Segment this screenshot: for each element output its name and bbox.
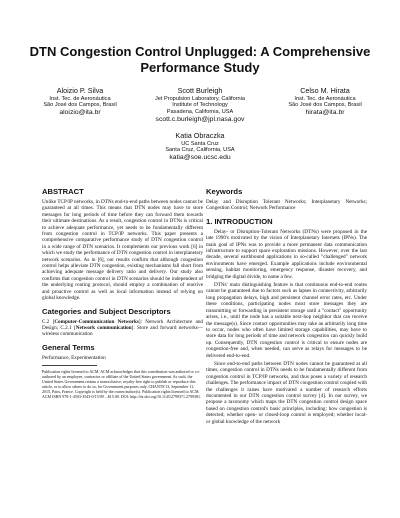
- author-name: Celso M. Hirata: [300, 86, 350, 95]
- author-location: Santa Cruz, California, USA: [165, 147, 235, 154]
- author-affiliation: Inst. Tec. de Aeronáutica: [294, 95, 356, 102]
- author-4: [150, 132, 250, 162]
- author-affiliation: Inst. Tec. de Aeronáutica: [49, 95, 111, 102]
- author-1: [30, 87, 130, 117]
- author-affiliation: Jet Propulsion Laboratory, California Institute of Technology: [154, 95, 246, 109]
- right-column: [206, 187, 367, 427]
- intro-paragraph-1: Delay- or Disruption-Tolerant Networks (DTNs) were proposed in the late 1990's motivated by the vision of Interplanetary Internets (IPNs). The main goal of IPNs was to provide a more permanent data communication infrastructure to support space exploration missions. However, over the last decade, several earthbound applications in so-called "challenged" network environments have emerged. Example applications include environmental sensing, habitat monitoring, emergency response, disaster recovery, and bridging the digital divide, to name a few.: [206, 228, 367, 280]
- author-email: aloizio@ita.br: [59, 108, 101, 116]
- general-terms-text: Performance, Experimentation: [42, 354, 106, 361]
- footnote-divider: [42, 365, 97, 366]
- intro-paragraph-3: Since end-to-end paths between DTN nodes cannot be guaranteed at all times, congestion control in DTNs needs to be fundamentally different from congestion control in TCP/IP networks, and thus poses a variety of research challenges. The performance impact of DTN congestion control coupled with the challenges it raises have motivated a number of research efforts documented in our DTN congestion control survey [4]. In our survey, we propose a taxonomy which maps the DTN congestion control design space based on congestion control's basic principles, including: how congestion is detected; whether open- or closed-loop control is employed; whether local- or global knowledge of the network: [206, 360, 367, 425]
- author-location: São José dos Campos, Brasil: [43, 102, 117, 109]
- categories-heading: Categories and Subject Descriptors: [42, 306, 171, 316]
- footnote-text: Publication rights licensed to ACM. ACM acknowledges that this contribution was authored or co-authored by an employee, contractor or affiliate of the United States government. As such, the United States Government retains a nonexclusive, royalty-free right to publish or reproduce this article, or to allow others to do so, for Government purposes only. CHANTS'13, September 11, 2015, Paris, France. Copyright is held by the owner/author(s). Publication rights licensed to ACM. ACM ISBN 978-1-4503-3543-0/15/09 ...$15.00. DOI: http://dx.doi.org/10.1145/2799371.2799381.: [42, 369, 201, 400]
- author-email: hirata@ita.br: [305, 108, 345, 116]
- abstract-heading: ABSTRACT: [42, 187, 84, 196]
- keywords-heading: Keywords: [206, 187, 243, 196]
- author-name: Aloizio P. Silva: [56, 86, 104, 95]
- author-name: Katia Obraczka: [175, 131, 225, 140]
- author-2: [150, 87, 250, 123]
- categories-text: C.2 [Computer-Communication Networks]: Network Architecture and Design; C.2.1 [Network communication]: Store and forward networks—wireless communication: [42, 318, 204, 338]
- paper-title: DTN Congestion Control Unplugged: A Comprehensive Performance Study: [29, 44, 371, 75]
- abstract-text: Unlike TCP/IP networks, in DTNs end-to-end paths between nodes cannot be guaranteed at all times. This means that DTN nodes may have to store messages for long periods of time before they can forward them towards their ultimate destinations. As a result, congestion control in DTNs is critical to achieve adequate performance, yet needs to be fundamentally different from congestion control in TCP/IP networks. This paper presents a comprehensive comparative performance study of DTN congestion control in a wide range of DTN scenarios. It complements our previous work [6] in which we study the performance of DTN congestion control in interplanetary network scenarios. As in [6], our results confirm that although congestion control helps alleviate DTN congestion, existing mechanisms fall short from achieving adequate message delivery ratio and delivery. Our study also confirms that congestion control in DTN scenarios should be independent of the underlying routing protocol, should employ a combination of reactive and proactive control as well as local information instead of relying on global knowledge.: [42, 199, 203, 302]
- author-location: Pasadena, California, USA: [166, 108, 234, 115]
- general-terms-heading: General Terms: [42, 342, 95, 352]
- author-email: scott.c.burleigh@jpl.nasa.gov: [155, 115, 245, 123]
- author-name: Scott Burleigh: [177, 86, 223, 95]
- author-location: São José dos Campos, Brasil: [288, 102, 362, 109]
- author-email: katia@soe.ucsc.edu: [169, 153, 231, 161]
- author-block: [20, 87, 380, 177]
- intro-paragraph-2: DTNs' main distinguishing feature is that continuous end-to-end routes cannot be guaranteed due to factors such as lapses in connectivity, arbitrarily long propagation delays, high and persistent channel error rates, etc. Under these conditions, participating nodes must store messages they are transmitting or forwarding in persistent storage until a "contact" opportunity arises, i.e., until the node has a suitable next-hop neighbor that can receive the message(s). Since contact opportunities may take an arbitrarily long time to occur, nodes who often have limited storage capabilities, may have to store data for long periods of time and network congestion can quickly build up. Consequently, DTN congestion control is critical to ensure nodes are congestion-free and, when needed, can serve as relays for messages to be delivered end-to-end.: [206, 282, 367, 359]
- left-column: [42, 187, 203, 401]
- keywords-text: Delay and Disruption Tolerant Networks; Interplanetary Networks; Congestion Control; Network Performance: [206, 199, 367, 212]
- author-affiliation: UC Santa Cruz: [181, 140, 219, 147]
- intro-heading: 1. INTRODUCTION: [206, 216, 273, 226]
- author-3: [270, 87, 380, 117]
